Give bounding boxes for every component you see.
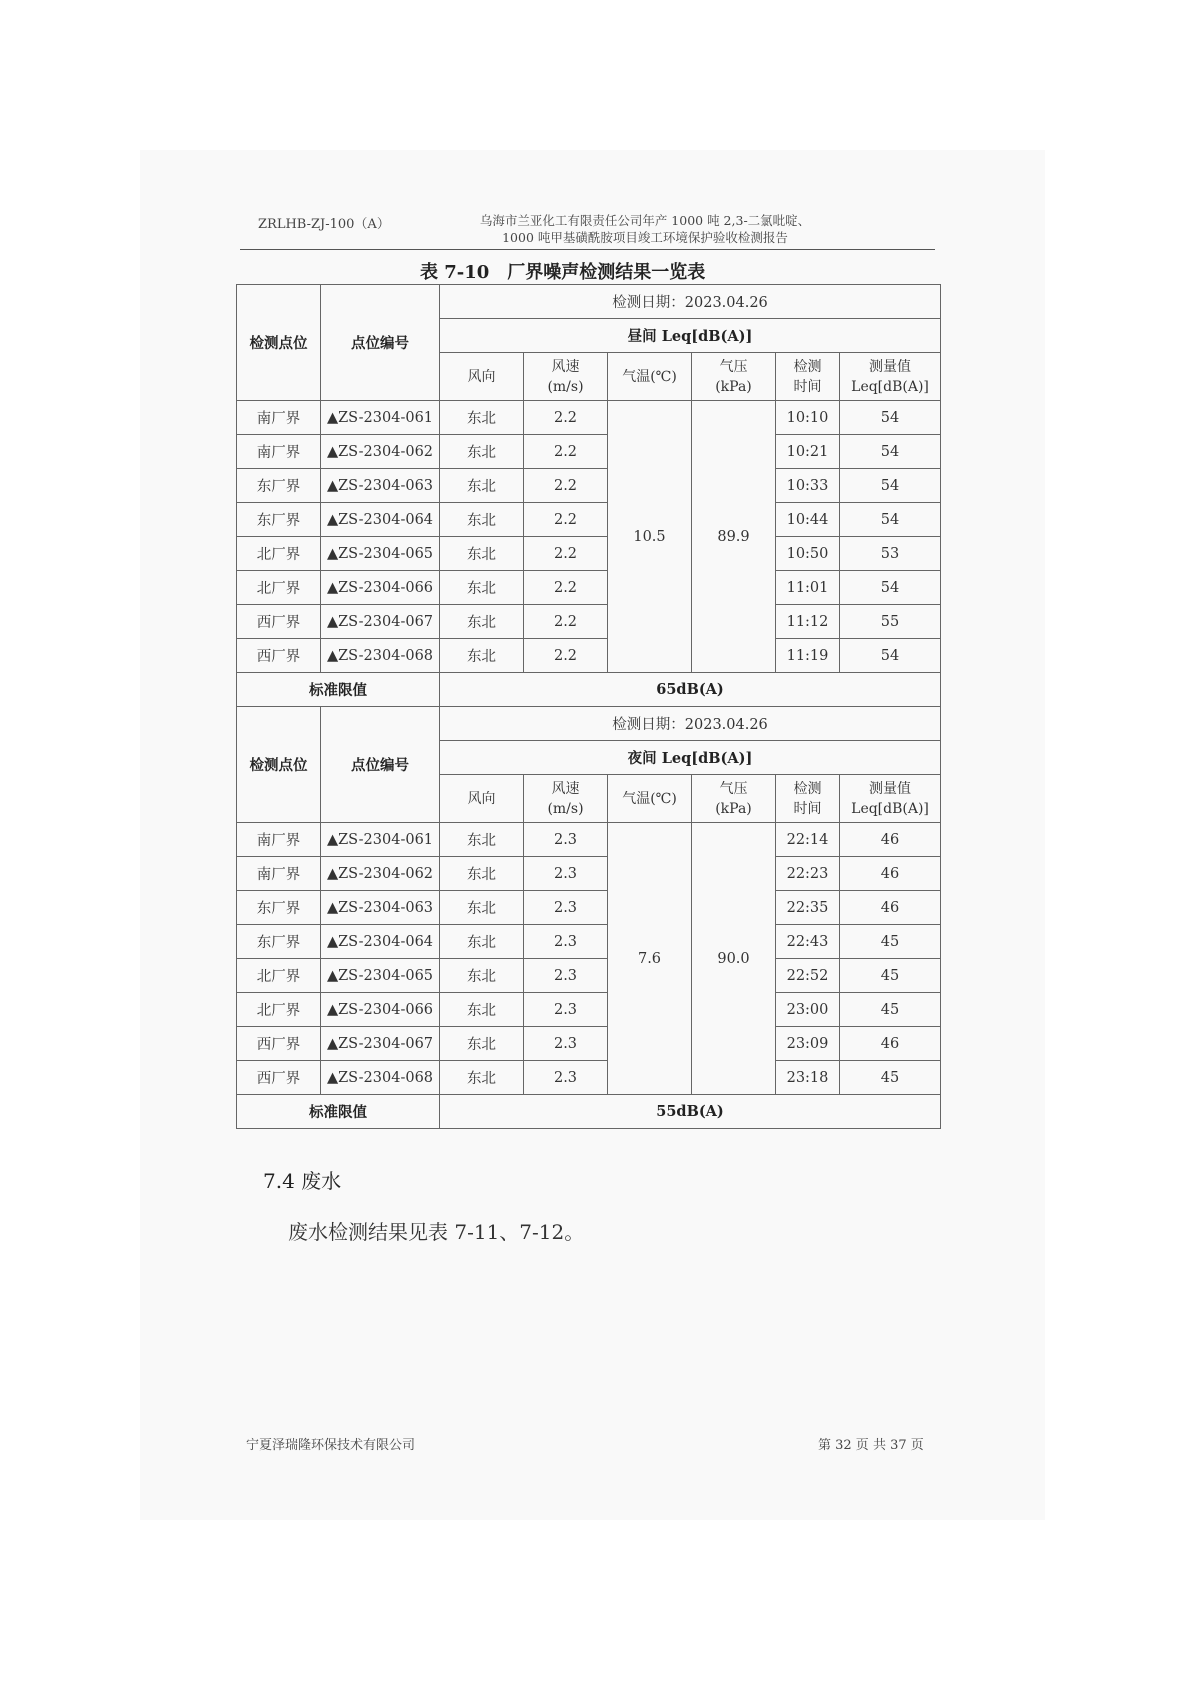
cell-time: 10:21	[776, 435, 840, 469]
cell-location: 南厂界	[237, 857, 321, 891]
cell-wind-speed: 2.2	[524, 537, 608, 571]
cell-wind-speed: 2.3	[524, 823, 608, 857]
table-row	[237, 857, 941, 891]
cell-wind-speed: 2.3	[524, 857, 608, 891]
column-header-value-line-2: Leq[dB(A)]	[851, 800, 929, 817]
table-row	[237, 1027, 941, 1061]
cell-time: 22:43	[776, 925, 840, 959]
cell-wind-speed: 2.2	[524, 469, 608, 503]
cell-value: 45	[840, 993, 941, 1027]
column-header-time-line-1: 检测	[793, 780, 822, 797]
cell-location: 西厂界	[237, 639, 321, 673]
cell-point-id: ▲ZS-2304-063	[321, 891, 440, 925]
footer-company: 宁夏泽瑞隆环保技术有限公司	[246, 1438, 416, 1453]
column-header-wind-speed-line-1: 风速	[551, 358, 580, 375]
cell-point-id: ▲ZS-2304-062	[321, 857, 440, 891]
table-header-row	[237, 285, 941, 319]
column-header-point-id: 点位编号	[321, 285, 440, 401]
report-title-line-2: 1000 吨甲基磺酰胺项目竣工环境保护验收检测报告	[502, 230, 788, 245]
cell-wind-speed: 2.3	[524, 891, 608, 925]
cell-location: 东厂界	[237, 469, 321, 503]
cell-time: 22:35	[776, 891, 840, 925]
cell-wind-direction: 东北	[440, 925, 524, 959]
column-header-time	[776, 353, 840, 401]
table-row	[237, 639, 941, 673]
cell-point-id: ▲ZS-2304-061	[321, 823, 440, 857]
table-row	[237, 1061, 941, 1095]
cell-wind-speed: 2.2	[524, 571, 608, 605]
noise-results-table	[236, 284, 941, 1129]
table-row	[237, 605, 941, 639]
cell-location: 西厂界	[237, 605, 321, 639]
column-header-pressure-line-1: 气压	[719, 780, 748, 797]
cell-value: 45	[840, 1061, 941, 1095]
cell-location: 西厂界	[237, 1027, 321, 1061]
cell-wind-direction: 东北	[440, 537, 524, 571]
detection-date: 检测日期：2023.04.26	[440, 285, 941, 319]
cell-wind-speed: 2.3	[524, 1027, 608, 1061]
cell-time: 10:10	[776, 401, 840, 435]
table-row	[237, 823, 941, 857]
column-header-wind-speed	[524, 353, 608, 401]
column-header-pressure	[692, 775, 776, 823]
column-header-pressure-line-2: (kPa)	[715, 378, 752, 395]
cell-point-id: ▲ZS-2304-065	[321, 537, 440, 571]
cell-location: 南厂界	[237, 401, 321, 435]
cell-point-id: ▲ZS-2304-066	[321, 993, 440, 1027]
header-rule	[240, 249, 935, 250]
column-header-value	[840, 775, 941, 823]
cell-value: 45	[840, 925, 941, 959]
cell-location: 南厂界	[237, 435, 321, 469]
column-header-wind-direction: 风向	[440, 775, 524, 823]
detection-date: 检测日期：2023.04.26	[440, 707, 941, 741]
cell-value: 46	[840, 1027, 941, 1061]
cell-point-id: ▲ZS-2304-063	[321, 469, 440, 503]
cell-time: 23:09	[776, 1027, 840, 1061]
column-header-time-line-2: 时间	[793, 378, 822, 395]
doc-code: ZRLHB-ZJ-100（A）	[258, 217, 390, 232]
cell-wind-speed: 2.3	[524, 959, 608, 993]
table-row	[237, 925, 941, 959]
column-header-wind-speed-line-2: (m/s)	[547, 378, 584, 395]
column-header-value-line-1: 测量值	[869, 780, 912, 797]
column-header-point-id: 点位编号	[321, 707, 440, 823]
column-header-wind-speed-line-2: (m/s)	[547, 800, 584, 817]
cell-time: 22:14	[776, 823, 840, 857]
cell-value: 54	[840, 639, 941, 673]
column-header-value	[840, 353, 941, 401]
cell-time: 11:01	[776, 571, 840, 605]
cell-time: 10:50	[776, 537, 840, 571]
cell-time: 23:18	[776, 1061, 840, 1095]
column-header-value-line-1: 测量值	[869, 358, 912, 375]
column-header-wind-speed	[524, 775, 608, 823]
cell-wind-direction: 东北	[440, 503, 524, 537]
cell-wind-direction: 东北	[440, 857, 524, 891]
cell-point-id: ▲ZS-2304-064	[321, 925, 440, 959]
cell-wind-direction: 东北	[440, 401, 524, 435]
cell-temperature: 7.6	[608, 823, 692, 1095]
column-header-pressure-line-1: 气压	[719, 358, 748, 375]
table-row	[237, 401, 941, 435]
table-row	[237, 959, 941, 993]
period-label: 夜间 Leq[dB(A)]	[440, 741, 941, 775]
standard-limit-value: 65dB(A)	[440, 673, 941, 707]
cell-wind-direction: 东北	[440, 959, 524, 993]
column-header-location: 检测点位	[237, 707, 321, 823]
cell-wind-direction: 东北	[440, 823, 524, 857]
cell-point-id: ▲ZS-2304-065	[321, 959, 440, 993]
cell-wind-speed: 2.2	[524, 639, 608, 673]
column-header-pressure-line-2: (kPa)	[715, 800, 752, 817]
cell-value: 55	[840, 605, 941, 639]
column-header-time-line-2: 时间	[793, 800, 822, 817]
column-header-time	[776, 775, 840, 823]
cell-point-id: ▲ZS-2304-068	[321, 639, 440, 673]
cell-wind-speed: 2.2	[524, 435, 608, 469]
standard-limit-label: 标准限值	[237, 1095, 440, 1129]
cell-wind-direction: 东北	[440, 571, 524, 605]
cell-value: 46	[840, 823, 941, 857]
column-header-pressure	[692, 353, 776, 401]
cell-value: 45	[840, 959, 941, 993]
cell-location: 东厂界	[237, 891, 321, 925]
report-title-line-1: 乌海市兰亚化工有限责任公司年产 1000 吨 2,3-二氯吡啶、	[479, 213, 811, 228]
cell-value: 54	[840, 571, 941, 605]
table-title: 表 7-10 厂界噪声检测结果一览表	[420, 262, 706, 283]
cell-wind-direction: 东北	[440, 993, 524, 1027]
cell-wind-direction: 东北	[440, 605, 524, 639]
cell-time: 10:33	[776, 469, 840, 503]
cell-point-id: ▲ZS-2304-067	[321, 1027, 440, 1061]
standard-limit-value: 55dB(A)	[440, 1095, 941, 1129]
cell-wind-direction: 东北	[440, 1061, 524, 1095]
cell-wind-speed: 2.2	[524, 503, 608, 537]
cell-wind-direction: 东北	[440, 469, 524, 503]
cell-location: 北厂界	[237, 537, 321, 571]
period-label: 昼间 Leq[dB(A)]	[440, 319, 941, 353]
cell-time: 11:19	[776, 639, 840, 673]
cell-wind-speed: 2.3	[524, 1061, 608, 1095]
cell-wind-direction: 东北	[440, 1027, 524, 1061]
cell-point-id: ▲ZS-2304-064	[321, 503, 440, 537]
table-row	[237, 537, 941, 571]
cell-value: 54	[840, 401, 941, 435]
cell-location: 西厂界	[237, 1061, 321, 1095]
cell-time: 11:12	[776, 605, 840, 639]
cell-wind-direction: 东北	[440, 639, 524, 673]
table-row	[237, 469, 941, 503]
cell-point-id: ▲ZS-2304-066	[321, 571, 440, 605]
cell-location: 东厂界	[237, 503, 321, 537]
cell-value: 46	[840, 891, 941, 925]
cell-value: 54	[840, 469, 941, 503]
cell-point-id: ▲ZS-2304-067	[321, 605, 440, 639]
cell-value: 53	[840, 537, 941, 571]
cell-time: 23:00	[776, 993, 840, 1027]
cell-point-id: ▲ZS-2304-068	[321, 1061, 440, 1095]
cell-time: 22:23	[776, 857, 840, 891]
cell-time: 10:44	[776, 503, 840, 537]
cell-location: 北厂界	[237, 959, 321, 993]
cell-wind-speed: 2.2	[524, 401, 608, 435]
footer-page-number: 第 32 页 共 37 页	[818, 1438, 924, 1453]
cell-location: 南厂界	[237, 823, 321, 857]
column-header-temperature: 气温(℃)	[608, 353, 692, 401]
cell-location: 北厂界	[237, 993, 321, 1027]
cell-time: 22:52	[776, 959, 840, 993]
cell-point-id: ▲ZS-2304-062	[321, 435, 440, 469]
cell-value: 54	[840, 503, 941, 537]
cell-wind-direction: 东北	[440, 891, 524, 925]
cell-wind-speed: 2.3	[524, 993, 608, 1027]
standard-limit-label: 标准限值	[237, 673, 440, 707]
cell-location: 北厂界	[237, 571, 321, 605]
column-header-value-line-2: Leq[dB(A)]	[851, 378, 929, 395]
cell-pressure: 90.0	[692, 823, 776, 1095]
cell-wind-speed: 2.2	[524, 605, 608, 639]
column-header-time-line-1: 检测	[793, 358, 822, 375]
table-row	[237, 891, 941, 925]
cell-value: 46	[840, 857, 941, 891]
standard-limit-row	[237, 673, 941, 707]
cell-pressure: 89.9	[692, 401, 776, 673]
cell-wind-direction: 东北	[440, 435, 524, 469]
standard-limit-row	[237, 1095, 941, 1129]
column-header-location: 检测点位	[237, 285, 321, 401]
section-heading: 7.4 废水	[263, 1169, 342, 1193]
table-row	[237, 571, 941, 605]
report-title	[410, 212, 880, 246]
table-row	[237, 435, 941, 469]
cell-value: 54	[840, 435, 941, 469]
column-header-temperature: 气温(℃)	[608, 775, 692, 823]
cell-wind-speed: 2.3	[524, 925, 608, 959]
table-header-row	[237, 707, 941, 741]
paragraph: 废水检测结果见表 7-11、7-12。	[288, 1220, 585, 1244]
cell-location: 东厂界	[237, 925, 321, 959]
column-header-wind-speed-line-1: 风速	[551, 780, 580, 797]
cell-temperature: 10.5	[608, 401, 692, 673]
table-row	[237, 993, 941, 1027]
column-header-wind-direction: 风向	[440, 353, 524, 401]
table-row	[237, 503, 941, 537]
cell-point-id: ▲ZS-2304-061	[321, 401, 440, 435]
